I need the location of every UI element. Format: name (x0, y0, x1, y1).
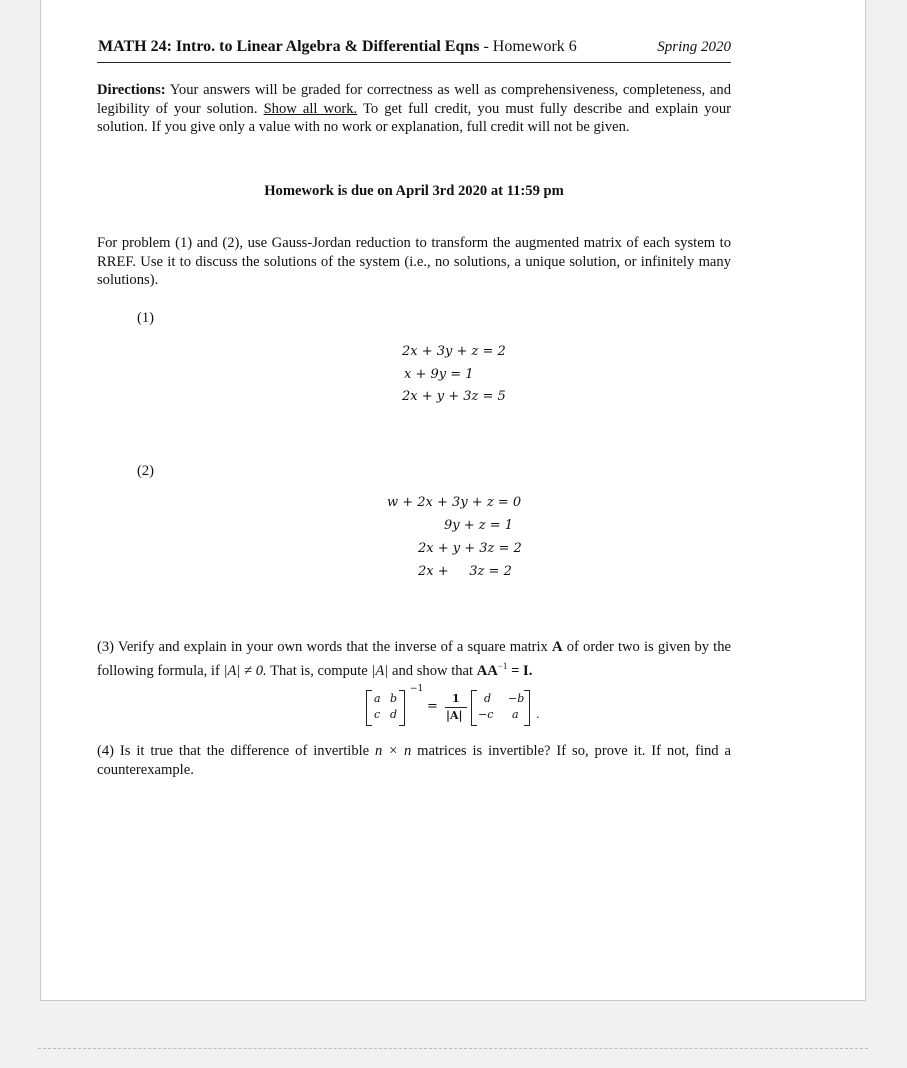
p2-equation-4: 2x + 3z = 2 (418, 564, 512, 579)
semester: Spring 2020 (657, 39, 731, 55)
header-rule (97, 62, 731, 63)
p2-equation-3: 2x + y + 3z = 2 (418, 541, 522, 556)
lhs-d: d (390, 708, 398, 721)
rhs-neg-c: −c (478, 708, 494, 721)
p1-equation-1: 2x + 3y + z = 2 (402, 344, 506, 359)
frac-denominator: |A| (446, 709, 463, 722)
problem-1-label: (1) (137, 310, 155, 326)
rhs-d: d (484, 692, 492, 705)
period: . (536, 708, 540, 721)
due-date: Homework is due on April 3rd 2020 at 11:59 pm (264, 183, 564, 199)
lhs-b: b (390, 692, 398, 705)
problem-3-text: (3) Verify and explain in your own words that the inverse of a square matrix A of order two is given by the following formula, if |A| ≠ 0. That is, compute |A| and show that $AA^{-1} = I$. (97, 639, 732, 679)
problem-4-text: (4) Is it true that the difference of invertible n × n matrices is invertible? If so, prove it. If not, find a counterexample. (97, 743, 731, 778)
rhs-a: a (512, 708, 519, 721)
directions: Directions: Your answers will be graded for correctness as well as comprehensiveness, completeness, and legibility of your solution. Show all work. To get full credit, you must fully describe and explain your solution. If you give only a value with no work or explanation, full credit will not be given. (97, 82, 732, 135)
p2-equation-1: w + 2x + 3y + z = 0 (387, 495, 522, 510)
lhs-a: a (374, 692, 381, 705)
inverse-exponent: −1 (410, 684, 424, 694)
page-break-divider (38, 1048, 868, 1049)
p2-equation-2: 9y + z = 1 (444, 518, 514, 533)
lhs-c: c (374, 708, 381, 721)
rhs-neg-b: −b (508, 692, 525, 705)
equals-sign: = (427, 699, 438, 714)
intro-text: For problem (1) and (2), use Gauss-Jordan reduction to transform the augmented matrix of each system to RREF. Use it to discuss the solutions of the system (i.e., no solutions, a unique solution, or infinitely many solutions). (97, 235, 731, 288)
course-title: MATH 24: Intro. to Linear Algebra & Differential Eqns - Homework 6 (98, 38, 577, 55)
problem-2-label: (2) (137, 463, 155, 479)
inverse-formula (366, 686, 556, 730)
p1-equation-3: 2x + y + 3z = 5 (402, 389, 506, 404)
frac-bar (445, 707, 467, 708)
p1-equation-2: x + 9y = 1 (404, 367, 474, 382)
frac-numerator: 1 (452, 692, 460, 705)
